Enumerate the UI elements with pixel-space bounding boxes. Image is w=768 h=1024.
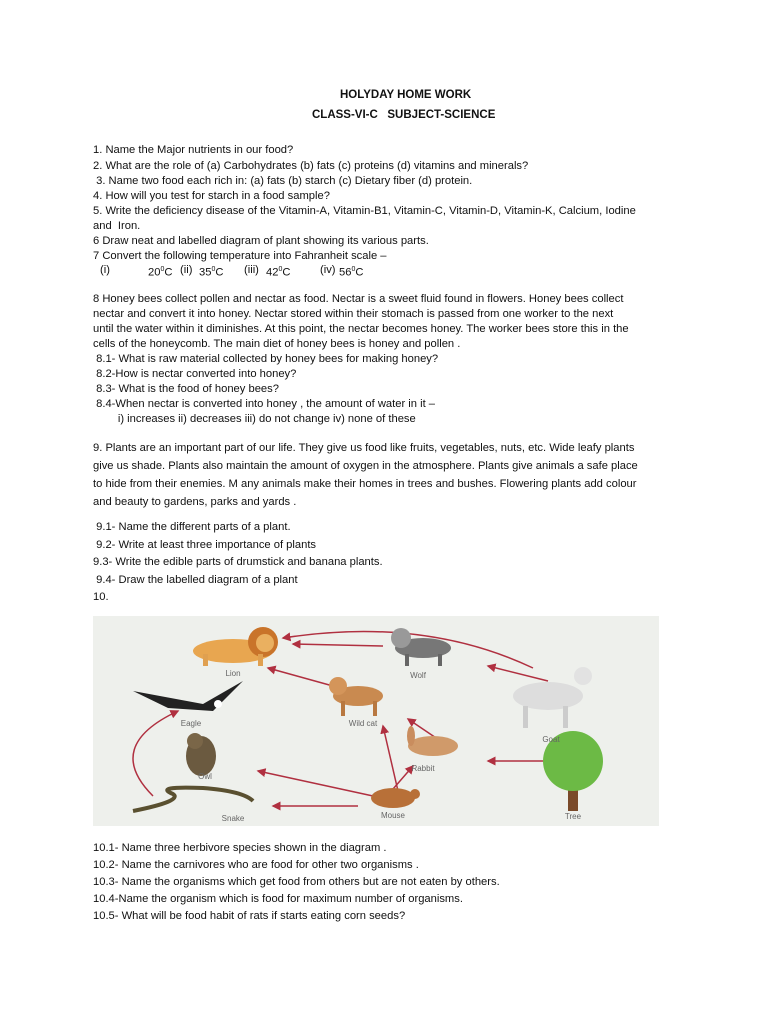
q7-option-unit: C xyxy=(282,266,291,279)
q7-option-value xyxy=(148,263,172,280)
label-tree: Tree xyxy=(564,812,582,821)
degree-sign: 0 xyxy=(160,266,165,273)
arrow-mouse-to-wildcat xyxy=(383,726,398,791)
question-8-4: 8.4-When nectar is converted into honey , the amount of water in it – xyxy=(93,398,436,410)
question-5: 5. Write the deficiency disease of the Vitamin-A, Vitamin-B1, Vitamin-C, Vitamin-D, Vitamin-K, Calcium, Iodine xyxy=(93,205,636,217)
arrow-mouse-to-owl xyxy=(258,771,373,796)
question-2: 2. What are the role of (a) Carbohydrates (b) fats (c) proteins (d) vitamins and minerals? xyxy=(93,160,529,172)
degree-sign: 0 xyxy=(211,266,216,273)
q7-option-value xyxy=(199,263,223,280)
question-6: 6 Draw neat and labelled diagram of plant showing its various parts. xyxy=(93,235,429,247)
q7-option-label: (iii) xyxy=(244,264,259,276)
paragraph-8-line: cells of the honeycomb. The main diet of honey bees is honey and pollen . xyxy=(93,338,461,350)
question-8-3: 8.3- What is the food of honey bees? xyxy=(93,383,279,395)
q7-option-number: 56 xyxy=(339,266,352,279)
q7-option-label: (i) xyxy=(100,264,110,276)
arrow-mouse-to-rabbit xyxy=(393,766,413,789)
q7-option-number: 42 xyxy=(266,266,279,279)
paragraph-8-line: until the water within it diminishes. At this point, the nectar becomes honey. The worker bees store this in the xyxy=(93,323,629,335)
question-4: 4. How will you test for starch in a food sample? xyxy=(93,190,330,202)
question-5-cont: and Iron. xyxy=(93,220,141,232)
wildcat-icon xyxy=(329,677,383,716)
question-9-4: 9.4- Draw the labelled diagram of a plant xyxy=(93,574,298,586)
degree-sign: 0 xyxy=(278,266,283,273)
arrow-snake-to-eagle xyxy=(133,711,178,796)
label-goat: Goat xyxy=(542,735,560,744)
owl-icon xyxy=(186,733,216,776)
wolf-icon xyxy=(391,628,451,666)
paragraph-9-line: 9. Plants are an important part of our life. They give us food like fruits, vegetables, nuts, etc. Wide leafy plants xyxy=(93,442,635,454)
question-3: 3. Name two food each rich in: (a) fats (b) starch (c) Dietary fiber (d) protein. xyxy=(93,175,473,187)
mouse-icon xyxy=(371,788,420,808)
doc-title: HOLYDAY HOME WORK xyxy=(340,89,472,101)
q7-option-value xyxy=(339,263,363,280)
snake-icon xyxy=(133,788,253,811)
label-wolf: Wolf xyxy=(410,671,426,680)
question-10-1: 10.1- Name three herbivore species shown in the diagram . xyxy=(93,842,387,854)
question-8-4-options: i) increases ii) decreases iii) do not change iv) none of these xyxy=(93,413,416,425)
arrow-wolf-to-lion xyxy=(293,644,383,646)
q7-option-number: 35 xyxy=(199,266,212,279)
question-8-1: 8.1- What is raw material collected by honey bees for making honey? xyxy=(93,353,439,365)
label-rabbit: Rabbit xyxy=(411,764,435,773)
paragraph-9-line: give us shade. Plants also maintain the amount of oxygen in the atmosphere. Plants give animals a safe place xyxy=(93,460,638,472)
q7-option-label: (ii) xyxy=(180,264,193,276)
goat-icon xyxy=(513,667,592,728)
label-wildcat: Wild cat xyxy=(348,719,378,728)
q7-option-number: 20 xyxy=(148,266,161,279)
question-10-2: 10.2- Name the carnivores who are food for other two organisms . xyxy=(93,859,419,871)
label-eagle: Eagle xyxy=(180,719,202,728)
doc-subtitle: CLASS-VI-C SUBJECT-SCIENCE xyxy=(312,109,496,121)
q7-option-label: (iv) xyxy=(320,264,336,276)
label-mouse: Mouse xyxy=(380,811,406,820)
question-10-3: 10.3- Name the organisms which get food from others but are not eaten by others. xyxy=(93,876,500,888)
degree-sign: 0 xyxy=(351,266,356,273)
arrow-goat-to-wolf xyxy=(488,666,548,681)
question-9-3: 9.3- Write the edible parts of drumstick and banana plants. xyxy=(93,556,383,568)
question-10-5: 10.5- What will be food habit of rats if starts eating corn seeds? xyxy=(93,910,406,922)
question-9-1: 9.1- Name the different parts of a plant. xyxy=(93,521,291,533)
q7-option-unit: C xyxy=(215,266,224,279)
q7-option-unit: C xyxy=(355,266,364,279)
eagle-icon xyxy=(133,681,243,711)
food-web-svg xyxy=(93,616,659,826)
question-1: 1. Name the Major nutrients in our food? xyxy=(93,144,294,156)
question-7: 7 Convert the following temperature into Fahranheit scale – xyxy=(93,250,387,262)
q7-option-value xyxy=(266,263,290,280)
paragraph-8-line: nectar and convert it into honey. Nectar stored within their stomach is passed from one worker to the next xyxy=(93,308,614,320)
label-lion: Lion xyxy=(225,669,241,678)
label-owl: Owl xyxy=(198,772,212,781)
rabbit-icon xyxy=(407,726,458,756)
label-snake: Snake xyxy=(221,814,245,823)
food-web-diagram xyxy=(93,616,659,826)
paragraph-8-line: 8 Honey bees collect pollen and nectar as food. Nectar is a sweet fluid found in flowers. Honey bees collect xyxy=(93,293,624,305)
question-8-2: 8.2-How is nectar converted into honey? xyxy=(93,368,297,380)
question-9-2: 9.2- Write at least three importance of plants xyxy=(93,539,317,551)
lion-icon xyxy=(193,627,278,666)
paragraph-9-line: and beauty to gardens, parks and yards . xyxy=(93,496,297,508)
question-10: 10. xyxy=(93,591,109,603)
question-10-4: 10.4-Name the organism which is food for maximum number of organisms. xyxy=(93,893,463,905)
q7-option-unit: C xyxy=(164,266,173,279)
paragraph-9-line: to hide from their enemies. M any animals make their homes in trees and bushes. Flowering plants add colour xyxy=(93,478,637,490)
